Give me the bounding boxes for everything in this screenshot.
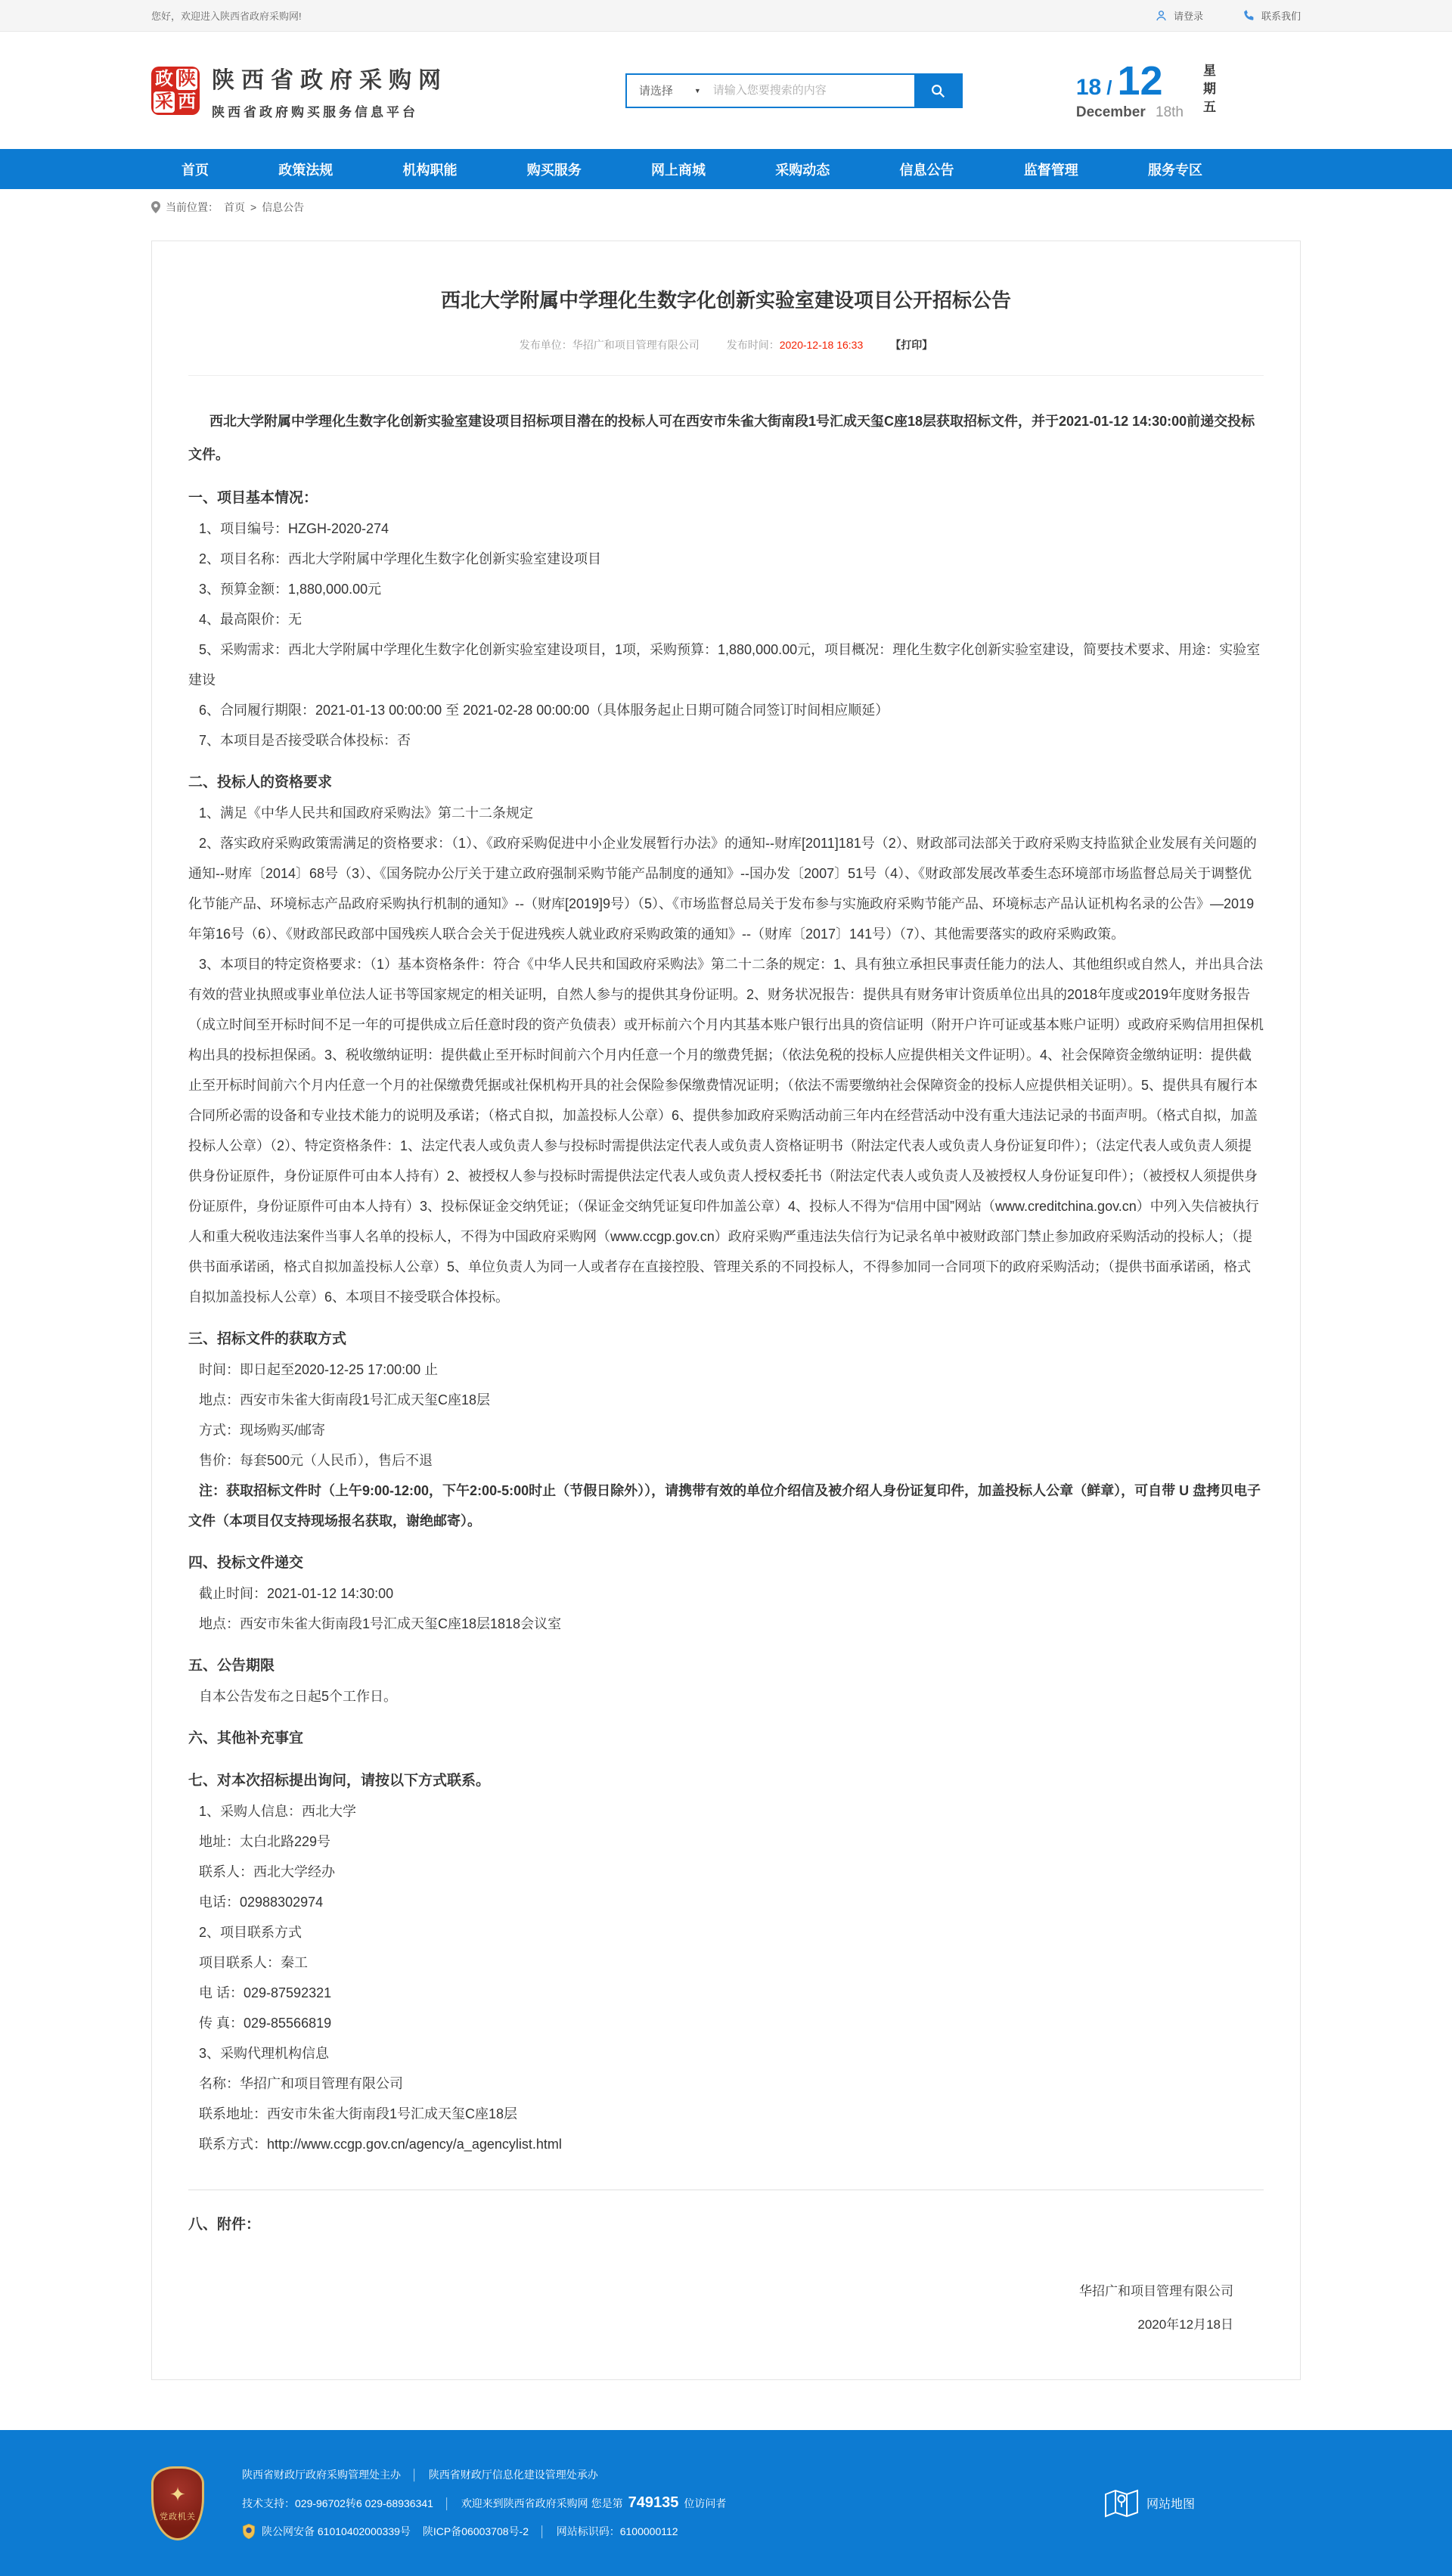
date-separator: / — [1106, 76, 1112, 99]
nav-item-2[interactable]: 政策法规 — [278, 162, 334, 178]
article-paragraph: 1、满足《中华人民共和国政府采购法》第二十二条规定 — [199, 805, 534, 821]
article-paragraph: 项目联系人：秦工 — [199, 1955, 308, 1970]
article-paragraph: 地点：西安市朱雀大街南段1号汇成天玺C座18层 — [199, 1392, 491, 1407]
nav-item-3[interactable]: 机构职能 — [402, 162, 458, 178]
article-body — [188, 376, 1264, 2342]
article-paragraph: 名称：华招广和项目管理有限公司 — [199, 2076, 403, 2091]
article-paragraph: 3、采购代理机构信息 — [199, 2046, 330, 2061]
site-code: 网站标识码：6100000112 — [556, 2525, 678, 2537]
publish-time — [727, 337, 864, 352]
nav-item-4[interactable]: 购买服务 — [526, 162, 582, 178]
breadcrumb-home[interactable]: 首页 — [224, 201, 245, 213]
article-paragraph: 2、项目联系方式 — [199, 1925, 302, 1940]
print-button[interactable]: 【打印】 — [890, 339, 933, 351]
date-month: 12 — [1117, 57, 1163, 104]
article-paragraph: 2、项目名称：西北大学附属中学理化生数字化创新实验室建设项目 — [199, 551, 602, 566]
article-paragraph: 自本公告发布之日起5个工作日。 — [199, 1689, 398, 1704]
article-paragraph: 售价：每套500元（人民币），售后不退 — [199, 1453, 433, 1468]
article-paragraph: 4、最高限价：无 — [199, 612, 302, 627]
date-widget — [1075, 57, 1255, 121]
article-paragraph: 3、预算金额：1,880,000.00元 — [199, 582, 382, 597]
breadcrumb — [151, 189, 1301, 225]
site-logo-icon: 政 陕 采 西 — [151, 67, 200, 115]
nav-item-7[interactable]: 信息公告 — [899, 162, 954, 178]
publisher-value: 华招广和项目管理有限公司 — [572, 339, 700, 351]
signature-block — [188, 2275, 1264, 2342]
article-paragraph: 2、落实政府采购政策需满足的资格要求：（1）、《政府采购促进中小企业发展暂行办法》的通知--财库[2011]181号（2）、财政部司法部关于政府采购支持监狱企业发展有关问题的通知--财库〔2014〕68号（3）、《国务院办公厅关于建立政府强制采购节能产品制度的通知》--国办发〔2007〕51号（4）、《财政部发展改革委生态环境部市场监督总局关于调整优化节能产品、环境标志产品政府采购执行机制的通知》--（财库[2019]9号）（5）、《市场监督总局关于发布参与实施政府采购节能产品、环境标志产品认证机构名录的公告》—2019年第16号（6）、《财政部民政部中国残疾人联合会关于促进残疾人就业政府采购政策的通知》--（财库〔2017〕141号）（7）、其他需要落实的政府采购政策。 — [188, 836, 1257, 942]
section-heading: 一、项目基本情况： — [188, 490, 318, 506]
section-heading: 二、投标人的资格要求 — [188, 774, 333, 790]
footer-text-block — [242, 2467, 726, 2539]
tech-support: 技术支持：029-96702转6 029-68936341 — [242, 2497, 433, 2509]
brand-text — [212, 61, 448, 120]
visitor-welcome: 欢迎来到陕西省政府采购网 您是第 — [461, 2497, 623, 2509]
publisher-label: 发布单位： — [519, 339, 572, 351]
breadcrumb-current[interactable]: 信息公告 — [262, 201, 305, 213]
visitor-suffix: 位访问者 — [684, 2497, 727, 2509]
search-button[interactable] — [914, 75, 961, 107]
article-paragraph: 时间：即日起至2020-12-25 17:00:00 止 — [199, 1362, 439, 1377]
sitemap-label: 网站地图 — [1146, 2498, 1195, 2511]
organizer-undertaker: 陕西省财政厅信息化建设管理处承办 — [428, 2469, 598, 2481]
nav-item-6[interactable]: 采购动态 — [775, 162, 830, 178]
footer-support-line — [242, 2494, 726, 2512]
section-heading: 三、招标文件的获取方式 — [188, 1331, 347, 1347]
footer-organizer-line — [242, 2467, 726, 2482]
breadcrumb-label: 当前位置： — [166, 201, 219, 213]
search-input[interactable] — [712, 75, 914, 107]
site-subtitle: 陕西省政府购买服务信息平台 — [212, 104, 418, 119]
article-header — [188, 285, 1264, 376]
article-paragraph: 1、采购人信息：西北大学 — [199, 1804, 357, 1819]
article-paragraph: 电 话：029-87592321 — [199, 1985, 332, 2000]
search-bar — [625, 73, 963, 108]
organizer-host: 陕西省财政厅政府采购管理处主办 — [242, 2469, 401, 2481]
article-sections — [188, 483, 1264, 2159]
visitor-count: 749135 — [628, 2494, 679, 2511]
search-category-select[interactable] — [627, 75, 712, 107]
article-paragraph: 地址：太白北路229号 — [199, 1834, 331, 1849]
footer-beian-line — [242, 2524, 726, 2539]
login-label: 请登录 — [1173, 11, 1203, 22]
article-paragraph: 联系地址：西安市朱雀大街南段1号汇成天玺C座18层 — [199, 2106, 518, 2121]
page-title: 西北大学附属中学理化生数字化创新实验室建设项目公开招标公告 — [440, 289, 1011, 312]
footer-divider: │ — [443, 2497, 451, 2509]
contact-link[interactable] — [1243, 8, 1301, 23]
article-paragraph: 6、合同履行期限：2021-01-13 00:00:00 至 2021-02-28 00:00:00（具体服务起止日期可随合同签订时间相应顺延） — [199, 703, 889, 718]
section-heading: 六、其他补充事宜 — [188, 1730, 304, 1746]
article-paragraph: 传 真：029-85566819 — [199, 2016, 332, 2031]
logo-link[interactable] — [151, 61, 448, 120]
footer-divider: │ — [411, 2469, 418, 2481]
section-heading: 七、对本次招标提出询问，请按以下方式联系。 — [188, 1773, 491, 1789]
sitemap-link[interactable] — [1104, 2488, 1195, 2519]
article-intro: 西北大学附属中学理化生数字化创新实验室建设项目招标项目潜在的投标人可在西安市朱雀大街南段1号汇成天玺C座18层获取招标文件，并于2021-01-12 14:30:00前递交投标文件。 — [188, 414, 1255, 462]
article-paragraph: 地点：西安市朱雀大街南段1号汇成天玺C座18层1818会议室 — [199, 1616, 562, 1631]
contact-label: 联系我们 — [1261, 11, 1301, 22]
topbar-links — [1155, 8, 1301, 23]
publisher — [520, 337, 700, 352]
date-day-ordinal: 18th — [1156, 104, 1184, 120]
badge-emblem-glyph: ✦ — [169, 2482, 186, 2506]
article-paragraph: 联系方式：http://www.ccgp.gov.cn/agency/a_agencylist.html — [199, 2137, 562, 2152]
login-link[interactable] — [1155, 8, 1203, 23]
location-pin-icon — [151, 201, 160, 213]
nav-item-8[interactable]: 监督管理 — [1023, 162, 1078, 178]
public-security-filing-link[interactable]: 陕公网安备 61010402000339号 — [262, 2525, 411, 2537]
nav-item-1[interactable]: 首页 — [182, 162, 209, 178]
signature-company: 华招广和项目管理有限公司 — [1079, 2284, 1233, 2298]
main-content — [0, 241, 1452, 2380]
main-nav — [0, 149, 1452, 189]
article-paragraph: 注：获取招标文件时（上午9:00-12:00，下午2:00-5:00时止（节假日除外）），请携带有效的单位介绍信及被介绍人身份证复印件，加盖投标人公章（鲜章），可自带 U 盘拷贝电子文件（本项目仅支持现场报名获取，谢绝邮寄）。 — [188, 1483, 1261, 1529]
article-paragraph: 1、项目编号：HZGH-2020-274 — [199, 521, 389, 536]
icp-filing-link[interactable]: 陕ICP备06003708号-2 — [422, 2525, 529, 2537]
attachments-heading: 八、附件： — [188, 2217, 261, 2233]
publish-time-label: 发布时间： — [726, 339, 780, 351]
section-heading: 四、投标文件递交 — [188, 1555, 304, 1571]
search-category-value: 请选择 — [638, 85, 673, 98]
nav-item-9[interactable]: 服务专区 — [1148, 162, 1202, 178]
publish-time-value: 2020-12-18 16:33 — [779, 339, 864, 351]
badge-text: 党政机关 — [160, 2512, 196, 2522]
search-icon — [929, 82, 946, 99]
welcome-text: 您好，欢迎进入陕西省政府采购网! — [151, 11, 302, 22]
date-numeric — [1075, 57, 1184, 121]
article-paragraph: 电话：02988302974 — [199, 1895, 324, 1910]
breadcrumb-separator: > — [250, 201, 257, 213]
phone-icon — [1243, 9, 1255, 22]
user-icon — [1155, 9, 1168, 22]
section-heading: 五、公告期限 — [188, 1658, 275, 1674]
police-badge-icon — [242, 2524, 256, 2539]
nav-item-5[interactable]: 网上商城 — [651, 162, 706, 178]
date-weekday: 星期五 — [1201, 63, 1215, 118]
signature-date: 2020年12月18日 — [1137, 2317, 1233, 2332]
article-meta — [188, 337, 1264, 352]
announcement-card — [151, 241, 1301, 2380]
article-paragraph: 7、本项目是否接受联合体投标：否 — [199, 733, 411, 748]
article-paragraph: 联系人：西北大学经办 — [199, 1864, 335, 1879]
chevron-down-icon: ▼ — [693, 86, 701, 95]
sitemap-icon — [1104, 2488, 1139, 2519]
site-header — [0, 32, 1452, 149]
article-paragraph: 方式：现场购买/邮寄 — [199, 1423, 326, 1438]
article-paragraph: 5、采购需求：西北大学附属中学理化生数字化创新实验室建设项目，1项，采购预算：1,880,000.00元，项目概况：理化生数字化创新实验室建设，简要技术要求、用途：实验室建设 — [188, 642, 1261, 687]
government-badge-icon — [151, 2466, 204, 2540]
date-english — [1076, 104, 1184, 121]
footer-divider: │ — [538, 2525, 546, 2537]
site-title: 陕西省政府采购网 — [212, 67, 448, 93]
article-paragraph: 截止时间：2021-01-12 14:30:00 — [199, 1586, 394, 1601]
topbar — [0, 0, 1452, 32]
article-paragraph: 3、本项目的特定资格要求：（1）基本资格条件：符合《中华人民共和国政府采购法》第二十二条的规定：1、具有独立承担民事责任能力的法人、其他组织或自然人，并出具合法有效的营业执照或事业单位法人证书等国家规定的相关证明，自然人参与的提供其身份证明。2、财务状况报告：提供具有财务审计资质单位出具的2018年度或2019年度财务报告（成立时间至开标时间不足一年的可提供成立后任意时段的资产负债表）或开标前六个月内其基本账户银行出具的资信证明（附开户许可证或基本账户证明）或政府采购信用担保机构出具的投标担保函。3、税收缴纳证明：提供截止至开标时间前六个月内任意一个月的缴费凭据；（依法免税的投标人应提供相关文件证明）。4、社会保障资金缴纳证明：提供截止至开标时间前六个月内任意一个月的社保缴费凭据或社保机构开具的社会保险参保缴费情况证明；（依法不需要缴纳社会保障资金的投标人应提供相关证明）。5、提供具有履行本合同所必需的设备和专业技术能力的说明及承诺；（格式自拟，加盖投标人公章）6、提供参加政府采购活动前三年内在经营活动中没有重大违法记录的书面声明。（格式自拟，加盖投标人公章）（2）、特定资格条件：1、法定代表人或负责人参与投标时需提供法定代表人或负责人资格证明书（附法定代表人或负责人身份证复印件）；（法定代表人或负责人须提供身份证原件，身份证原件可由本人持有）2、被授权人参与投标时需提供法定代表人或负责人授权委托书（附法定代表人或负责人及被授权人身份证复印件）；（被授权人须提供身份证原件，身份证原件可由本人持有）3、投标保证金交纳凭证；（保证金交纳凭证复印件加盖公章）4、投标人不得为“信用中国”网站（www.creditchina.gov.cn）中列入失信被执行人和重大税收违法案件当事人名单的投标人，不得为中国政府采购网（www.ccgp.gov.cn）政府采购严重违法失信行为记录名单中被财政部门禁止参加政府采购活动的投标人；（提供书面承诺函，格式自拟加盖投标人公章）5、单位负责人为同一人或者存在直接控股、管理关系的不同投标人，不得参加同一合同项下的政府采购活动；（提供书面承诺函，格式自拟加盖投标人公章）6、本项目不接受联合体投标。 — [188, 957, 1264, 1305]
site-footer — [0, 2430, 1452, 2576]
date-day: 18 — [1075, 74, 1102, 100]
date-month-name: December — [1075, 104, 1146, 120]
